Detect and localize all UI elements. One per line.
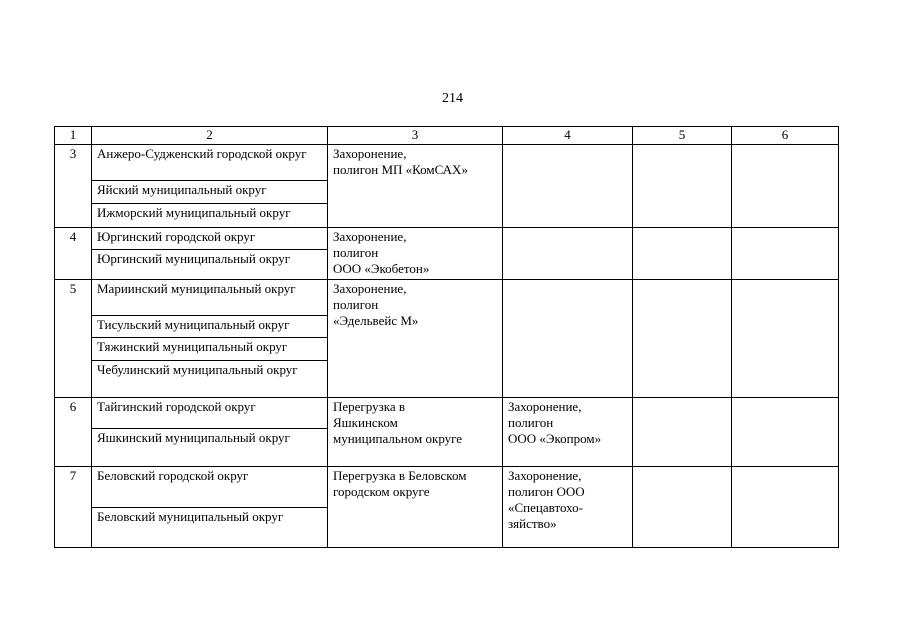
processing-cell — [328, 228, 503, 280]
group-number: 5 — [55, 280, 92, 398]
district-name: Тисульский муниципальный округ — [92, 316, 328, 338]
disposal-cell — [503, 280, 633, 398]
district-name: Юргинский муниципальный округ — [92, 250, 328, 280]
table-row — [55, 280, 839, 316]
processing-cell — [328, 280, 503, 398]
disposal-cell — [503, 228, 633, 280]
district-name: Беловский муниципальный округ — [92, 508, 328, 548]
column-number: 2 — [92, 127, 328, 145]
processing-cell — [328, 467, 503, 548]
processing-line: Захоронение, — [333, 281, 407, 296]
district-name: Ижморский муниципальный округ — [92, 204, 328, 228]
group-number: 4 — [55, 228, 92, 280]
column-number: 3 — [328, 127, 503, 145]
disposal-line: зяйство» — [508, 516, 557, 531]
column-number: 4 — [503, 127, 633, 145]
district-name: Юргинский городской округ — [92, 228, 328, 250]
table-row — [55, 467, 839, 508]
processing-line: Захоронение, — [333, 146, 407, 161]
district-name: Яшкинский муниципальный округ — [92, 429, 328, 467]
disposal-line: Захоронение, — [508, 468, 582, 483]
column-6-cell — [732, 467, 839, 548]
processing-line: полигон — [333, 245, 379, 260]
processing-line: «Эдельвейс М» — [333, 313, 419, 328]
column-6-cell — [732, 228, 839, 280]
group-number: 6 — [55, 398, 92, 467]
table-row — [55, 145, 839, 181]
group-number: 7 — [55, 467, 92, 548]
district-name: Яйский муниципальный округ — [92, 181, 328, 204]
column-6-cell — [732, 145, 839, 228]
disposal-line: «Спецавтохо- — [508, 500, 583, 515]
district-name: Анжеро-Судженский городской округ — [92, 145, 328, 181]
column-5-cell — [633, 280, 732, 398]
processing-line: ООО «Экобетон» — [333, 261, 430, 276]
disposal-cell — [503, 145, 633, 228]
district-name: Беловский городской округ — [92, 467, 328, 508]
processing-line: полигон — [333, 297, 379, 312]
column-5-cell — [633, 398, 732, 467]
disposal-line: Захоронение, — [508, 399, 582, 414]
processing-line: Захоронение, — [333, 229, 407, 244]
processing-cell — [328, 145, 503, 228]
processing-line: Перегрузка в Беловском — [333, 468, 467, 483]
district-name: Чебулинский муниципальный округ — [92, 361, 328, 398]
column-6-cell — [732, 280, 839, 398]
group-number: 3 — [55, 145, 92, 228]
processing-line: муниципальном округе — [333, 431, 463, 446]
processing-line: городском округе — [333, 484, 430, 499]
column-5-cell — [633, 145, 732, 228]
disposal-line: полигон — [508, 415, 554, 430]
processing-line: Яшкинском — [333, 415, 398, 430]
page-number: 214 — [442, 91, 463, 106]
processing-line: Перегрузка в — [333, 399, 406, 414]
waste-routing-table — [54, 126, 839, 548]
column-number-row — [55, 127, 839, 145]
column-5-cell — [633, 467, 732, 548]
column-number: 5 — [633, 127, 732, 145]
disposal-line: полигон ООО — [508, 484, 585, 499]
processing-line: полигон МП «КомСАХ» — [333, 162, 468, 177]
table-row — [55, 228, 839, 250]
column-6-cell — [732, 398, 839, 467]
district-name: Тайгинский городской округ — [92, 398, 328, 429]
processing-cell — [328, 398, 503, 467]
column-number: 1 — [55, 127, 92, 145]
district-name: Тяжинский муниципальный округ — [92, 338, 328, 361]
column-5-cell — [633, 228, 732, 280]
district-name: Мариинский муниципальный округ — [92, 280, 328, 316]
table-row — [55, 398, 839, 429]
column-number: 6 — [732, 127, 839, 145]
disposal-cell — [503, 467, 633, 548]
disposal-line: ООО «Экопром» — [508, 431, 602, 446]
disposal-cell — [503, 398, 633, 467]
